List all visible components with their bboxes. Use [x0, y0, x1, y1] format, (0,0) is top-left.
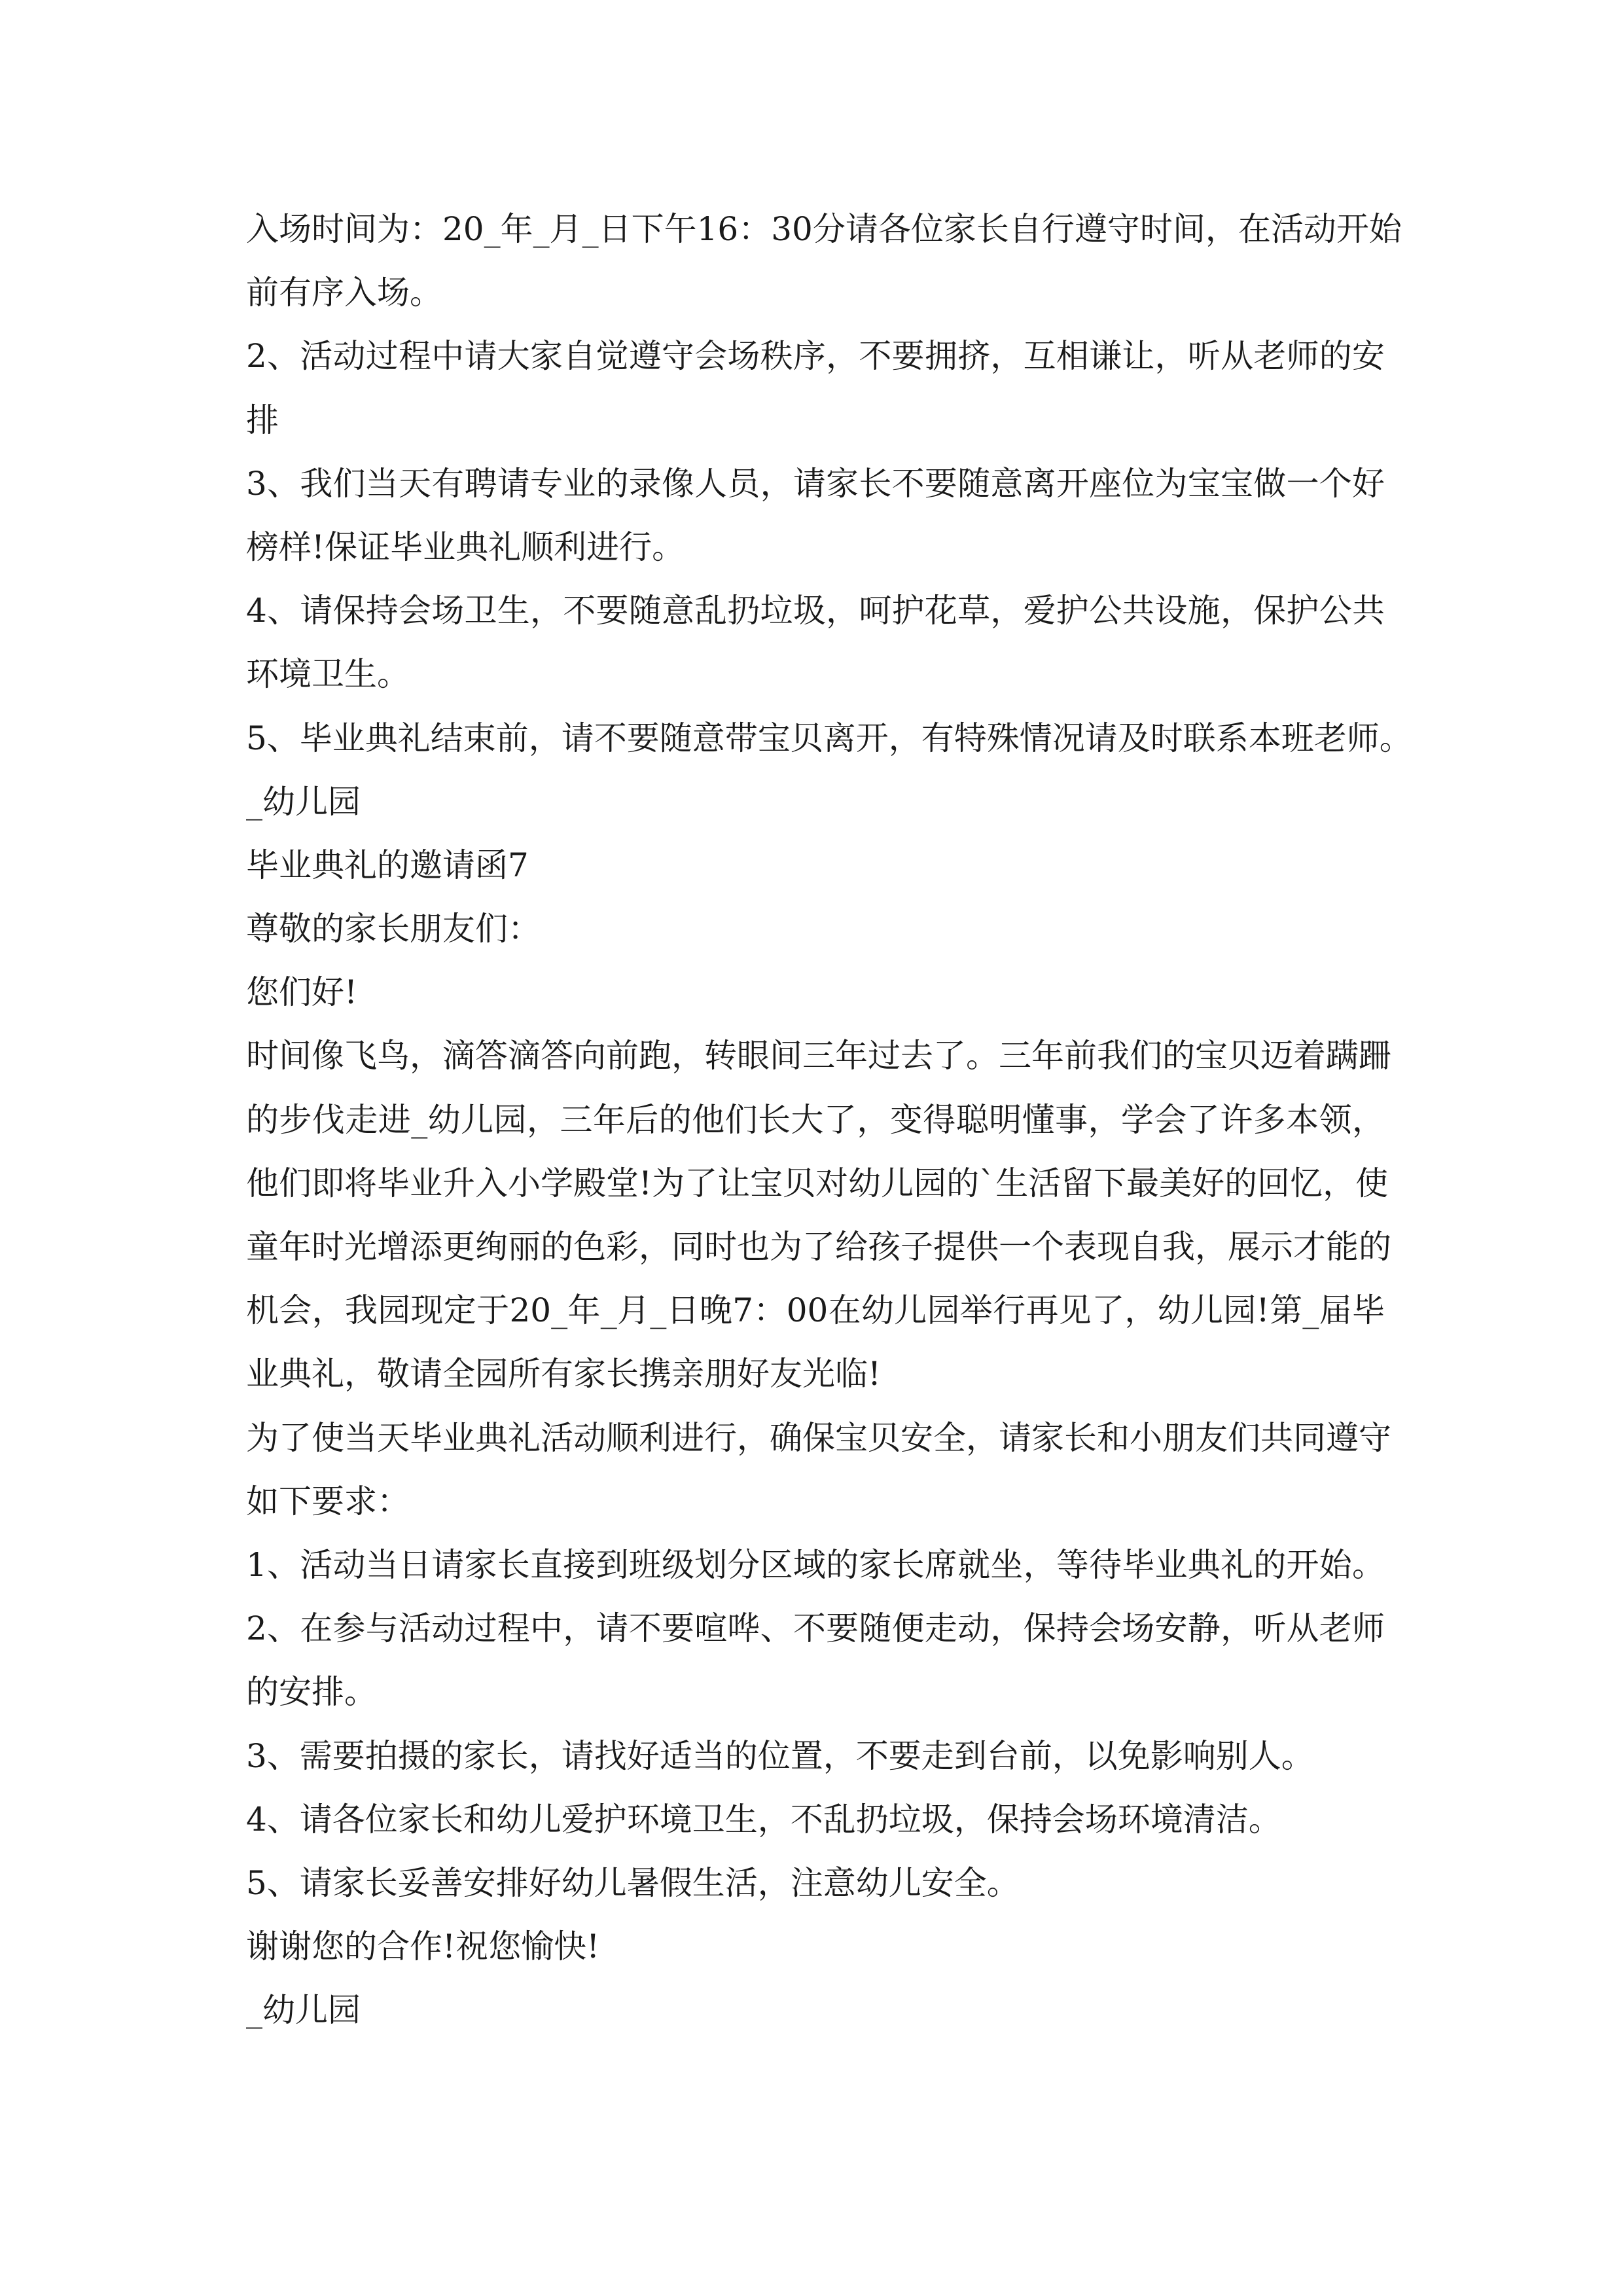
text-line: 入场时间为：20_年_月_日下午16：30分请各位家长自行遵守时间，在活动开始 [246, 210, 1402, 248]
signature-line: _幼儿园 [246, 782, 361, 821]
document-body [246, 198, 1412, 2042]
text-line: 榜样!保证毕业典礼顺利进行。 [246, 528, 685, 566]
text-line: 的安排。 [246, 1673, 377, 1712]
text-line: 3、需要拍摄的家长，请找好适当的位置，不要走到台前，以免影响别人。 [246, 1736, 1314, 1775]
signature-line: _幼儿园 [246, 1991, 361, 2030]
greeting: 您们好! [246, 973, 358, 1012]
text-line: 时间像飞鸟，滴答滴答向前跑，转眼间三年过去了。三年前我们的宝贝迈着蹒跚 [246, 1037, 1391, 1075]
text-line: 童年时光增添更绚丽的色彩，同时也为了给孩子提供一个表现自我，展示才能的 [246, 1228, 1391, 1266]
text-line: 前有序入场。 [246, 274, 442, 312]
text-line: 他们即将毕业升入小学殿堂!为了让宝贝对幼儿园的`生活留下最美好的回忆，使 [246, 1164, 1389, 1202]
text-line: 的步伐走进_幼儿园，三年后的他们长大了，变得聪明懂事，学会了许多本领， [246, 1100, 1385, 1139]
text-line: 1、活动当日请家长直接到班级划分区域的家长席就坐，等待毕业典礼的开始。 [246, 1545, 1385, 1584]
text-line: 3、我们当天有聘请专业的录像人员，请家长不要随意离开座位为宝宝做一个好 [246, 464, 1385, 503]
text-line: 2、在参与活动过程中，请不要喧哗、不要随便走动，保持会场安静，听从老师 [246, 1609, 1385, 1648]
section-title: 毕业典礼的邀请函7 [246, 846, 529, 884]
text-line: 4、请各位家长和幼儿爱护环境卫生，不乱扔垃圾，保持会场环境清洁。 [246, 1800, 1281, 1839]
text-line: 4、请保持会场卫生，不要随意乱扔垃圾，呵护花草，爱护公共设施，保护公共 [246, 592, 1385, 630]
text-line: 业典礼，敬请全园所有家长携亲朋好友光临! [246, 1355, 882, 1393]
text-line: 为了使当天毕业典礼活动顺利进行，确保宝贝安全，请家长和小朋友们共同遵守 [246, 1418, 1391, 1457]
text-line: 如下要求： [246, 1482, 410, 1520]
salutation: 尊敬的家长朋友们： [246, 910, 541, 948]
text-line: 环境卫生。 [246, 655, 410, 694]
text-line: 机会，我园现定于20_年_月_日晚7：00在幼儿园举行再见了，幼儿园!第_届毕 [246, 1291, 1385, 1330]
text-line: 5、请家长妥善安排好幼儿暑假生活，注意幼儿安全。 [246, 1863, 1020, 1902]
closing-line: 谢谢您的合作!祝您愉快! [246, 1928, 600, 1966]
text-line: 2、活动过程中请大家自觉遵守会场秩序，不要拥挤，互相谦让，听从老师的安 [246, 337, 1385, 376]
text-line: 5、毕业典礼结束前，请不要随意带宝贝离开，有特殊情况请及时联系本班老师。 [246, 719, 1412, 757]
text-line: 排 [246, 401, 279, 439]
